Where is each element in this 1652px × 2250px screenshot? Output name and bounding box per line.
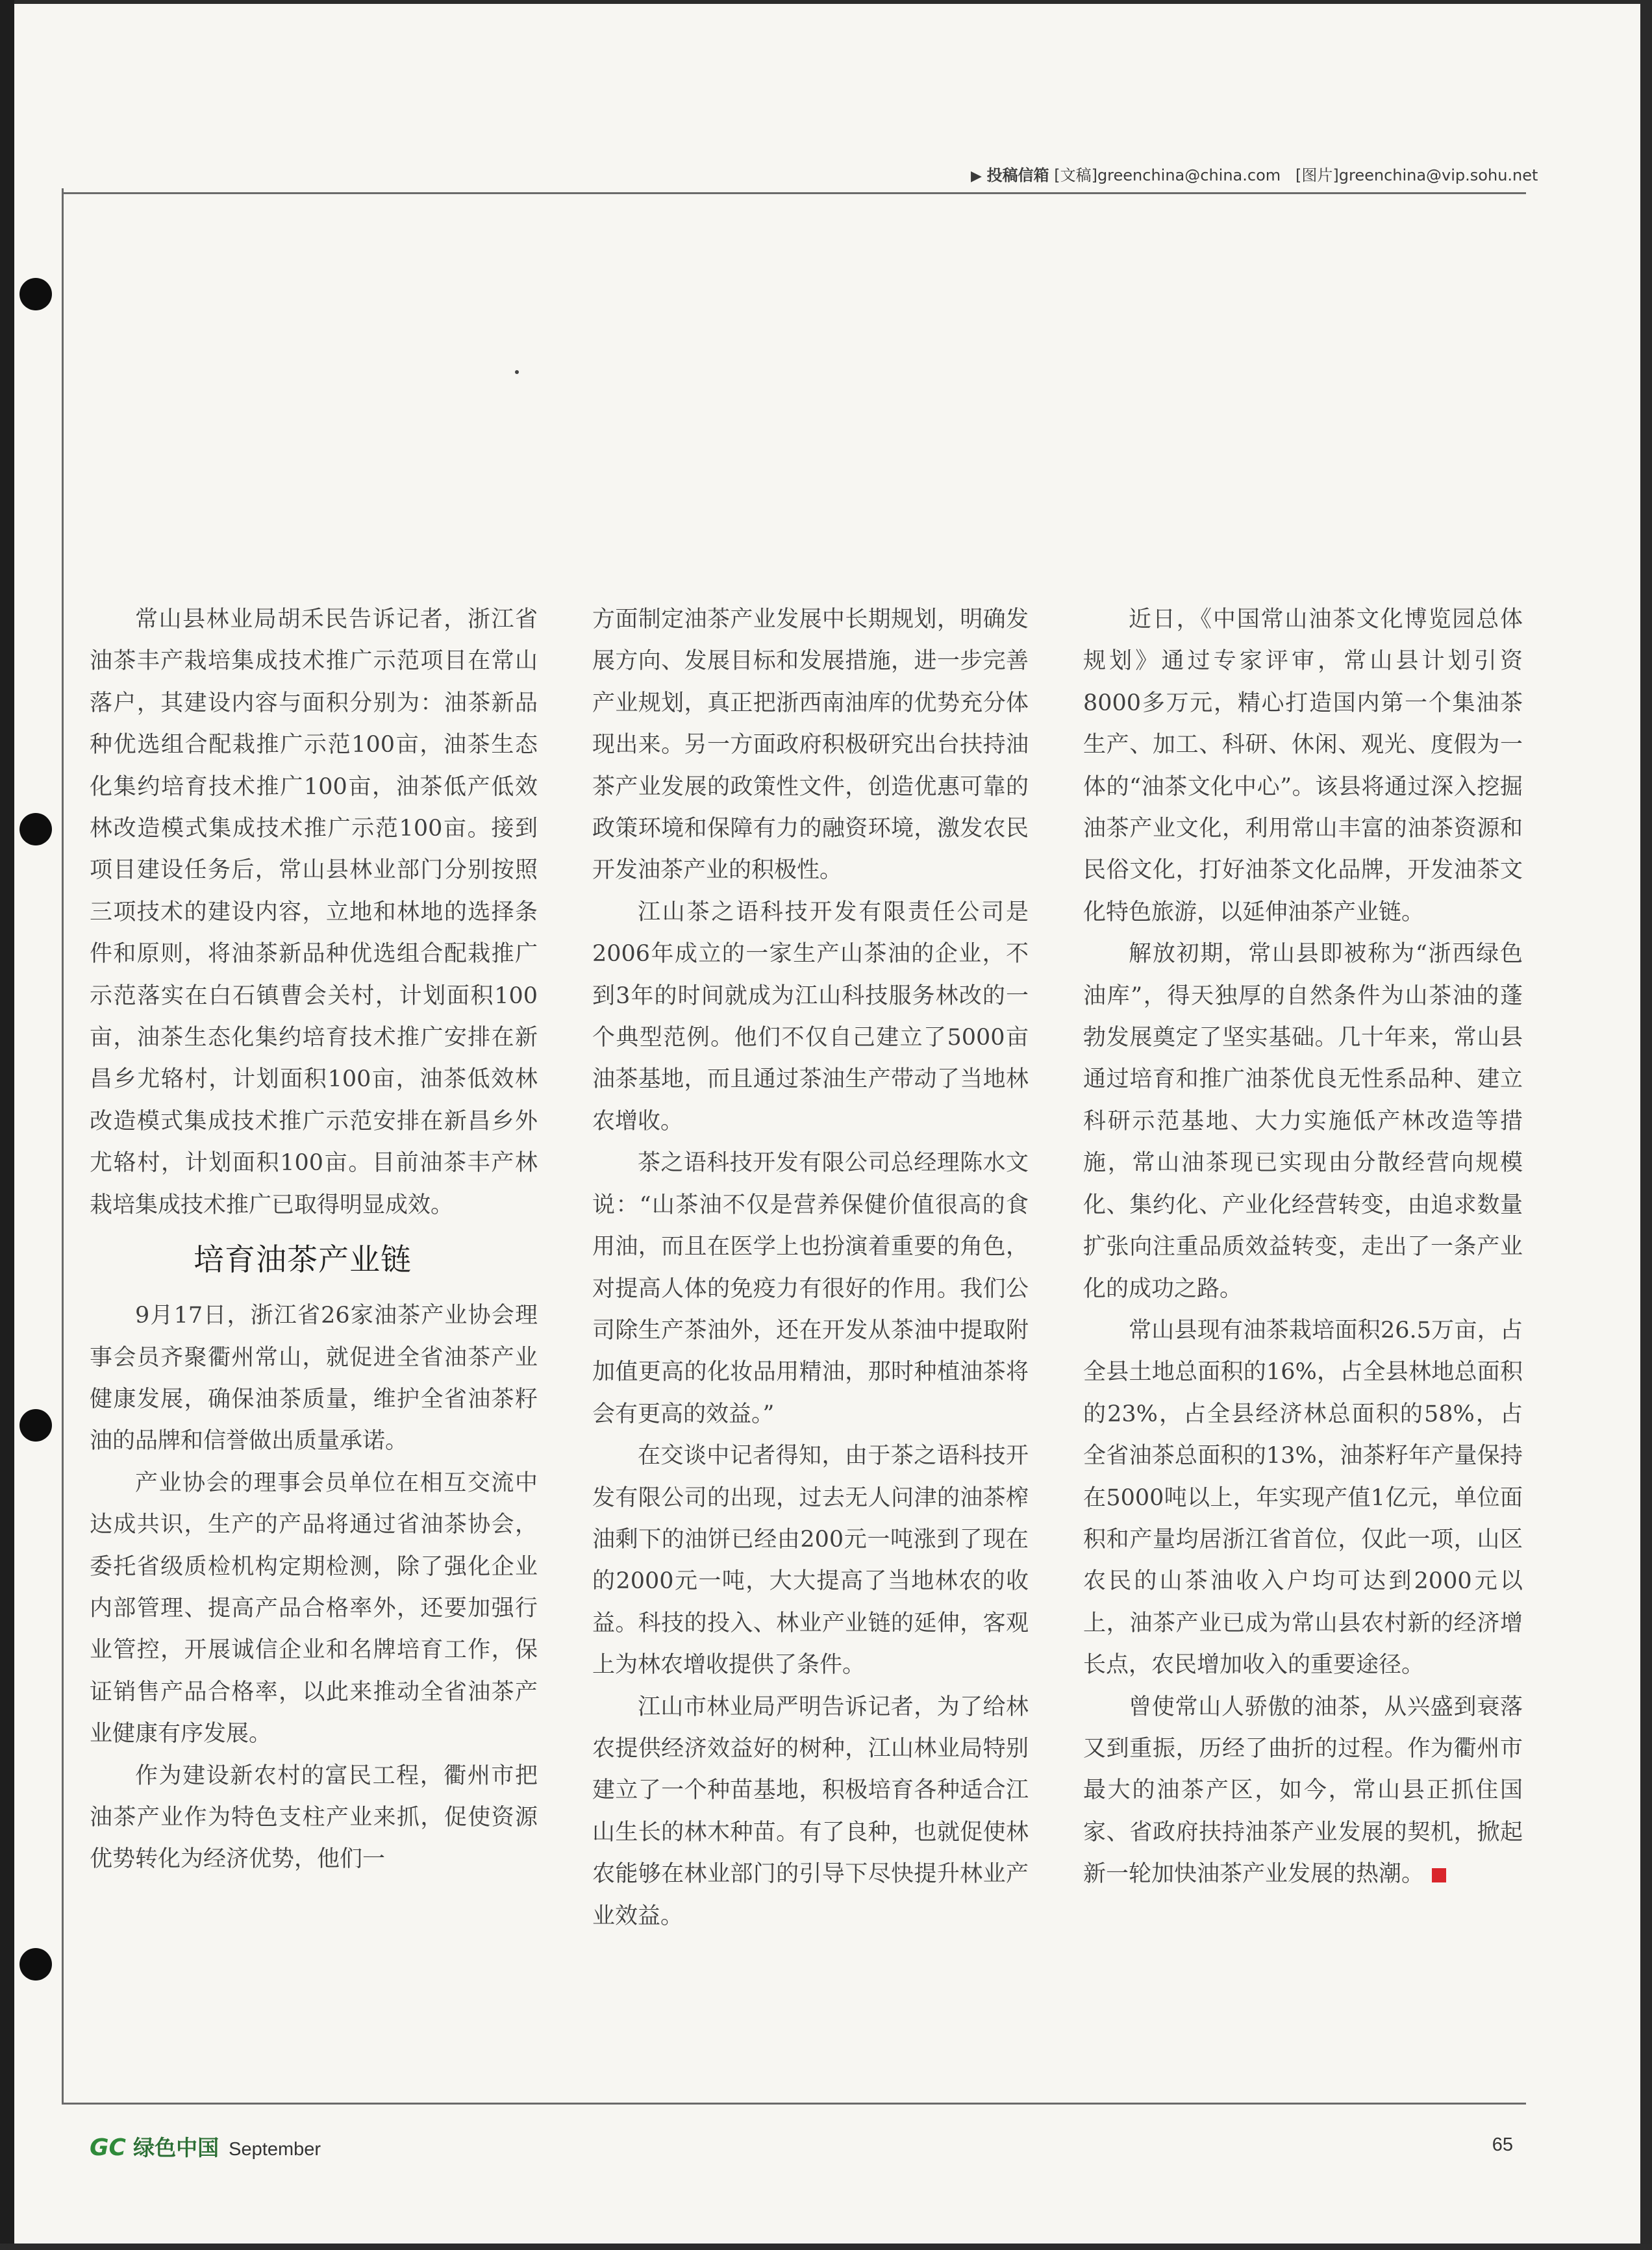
photo-email: greenchina@vip.sohu.net [1338, 166, 1538, 184]
paragraph-text: 常山县林业局胡禾民告诉记者，浙江省油茶丰产栽培集成技术推广示范项目在常山落户，其建设内容与面积分别为：油茶新品种优选组合配栽推广示范100亩，油茶生态化集约培育技术推广100亩，油茶低产低效林改造模式集成技术推广示范100亩。接到项目建设任务后，常山县林业部门分别按照三项技术的建设内容，立地和林地的选择条件和原则，将油茶新品种优选组合配栽推广示范落实在白石镇曹会关村，计划面积100亩，油茶生态化集约培育技术推广安排在新昌乡尤辂村，计划面积100亩，油茶低效林改造模式集成技术推广示范安排在新昌乡外尤辂村，计划面积100亩。目前油茶丰产林栽培集成技术推广已取得明显成效。 [90, 606, 538, 1218]
footer-brand [90, 2131, 321, 2162]
paragraph-text: 常山县现有油茶栽培面积26.5万亩，占全县土地总面积的16%，占全县林地总面积的23%，占全县经济林总面积的58%，占全省油茶总面积的13%，油茶籽年产量保持在5000吨以上，年实现产值1亿元，单位面积和产量均居浙江省首位，仅此一项，山区农民的山茶油收入户均可达到2000元以上，油茶产业已成为常山县农村新的经济增长点，农民增加收入的重要途径。 [1083, 1317, 1523, 1679]
article-column-2 [592, 599, 1029, 1937]
scan-edge-top [0, 0, 1652, 4]
paragraph-text: 江山茶之语科技开发有限责任公司是2006年成立的一家生产山茶油的企业，不到3年的时间就成为江山科技服务林改的一个典型范例。他们不仅自己建立了5000亩油茶基地，而且通过茶油生产带动了当地林农增收。 [592, 899, 1029, 1134]
paragraph-text: 江山市林业局严明告诉记者，为了给林农提供经济效益好的树种，江山林业局特别建立了一个种苗基地，积极培育各种适合江山生长的林木种苗。有了良种，也就促使林农能够在林业部门的引导下尽快提升林业产业效益。 [592, 1694, 1029, 1929]
left-rule [62, 188, 64, 2104]
text-email: greenchina@china.com [1097, 166, 1281, 184]
paragraph-text: 产业协会的理事会员单位在相互交流中达成共识，生产的产品将通过省油茶协会，委托省级质检机构定期检测，除了强化企业内部管理、提高产品合格率外，还要加强行业管控，开展诚信企业和名牌培育工作，保证销售产品合格率，以此来推动全省油茶产业健康有序发展。 [90, 1469, 538, 1747]
scan-speck [515, 370, 519, 374]
binder-hole [19, 278, 52, 310]
paragraph [90, 1462, 538, 1755]
paragraph-text: 方面制定油茶产业发展中长期规划，明确发展方向、发展目标和发展措施，进一步完善产业规划，真正把浙西南油库的优势充分体现出来。另一方面政府积极研究出台扶持油茶产业发展的政策性文件，创造优惠可靠的政策环境和保障有力的融资环境，激发农民开发油茶产业的积极性。 [592, 606, 1029, 884]
contact-label: 投稿信箱 [986, 166, 1049, 184]
issue-month: September [229, 2139, 321, 2160]
paragraph-text: 9月17日，浙江省26家油茶产业协会理事会员齐聚衢州常山，就促进全省油茶产业健康发展，确保油茶质量，维护全省油茶籽油的品牌和信誉做出质量承诺。 [90, 1303, 538, 1455]
paragraph [1083, 599, 1523, 933]
article-column-3 [1083, 599, 1523, 1895]
paragraph [90, 1295, 538, 1462]
paragraph [90, 599, 538, 1226]
paragraph [592, 1142, 1029, 1435]
paragraph-text: 解放初期，常山县即被称为“浙西绿色油库”，得天独厚的自然条件为山茶油的蓬勃发展奠定了坚实基础。几十年来，常山县通过培育和推广油茶优良无性系品种、建立科研示范基地、大力实施低产林改造等措施，常山油茶现已实现由分散经营向规模化、集约化、产业化经营转变，由追求数量扩张向注重品质效益转变，走出了一条产业化的成功之路。 [1083, 941, 1523, 1302]
paragraph-text: 在交谈中记者得知，由于茶之语科技开发有限公司的出现，过去无人问津的油茶榨油剩下的油饼已经由200元一吨涨到了现在的2000元一吨，大大提高了当地林农的收益。科技的投入、林业产业链的延伸，客观上为林农增收提供了条件。 [592, 1443, 1029, 1679]
section-heading: 培育油茶产业链 [194, 1242, 412, 1279]
triangle-arrow-icon: ▶ [971, 168, 982, 184]
end-square-icon [1432, 1868, 1446, 1882]
paragraph-text: 茶之语科技开发有限公司总经理陈水文说：“山茶油不仅是营养保健价值很高的食用油，而且在医学上也扮演着重要的角色，对提高人体的免疫力有很好的作用。我们公司除生产茶油外，还在开发从茶油中提取附加值更高的化妆品用精油，那时种植油茶将会有更高的效益。” [592, 1150, 1029, 1427]
paragraph-text: 作为建设新农村的富民工程，衢州市把油茶产业作为特色支柱产业来抓，促使资源优势转化为经济优势，他们一 [90, 1762, 538, 1873]
paragraph-text: 近日，《中国常山油茶文化博览园总体规划》通过专家评审，常山县计划引资8000多万元，精心打造国内第一个集油茶生产、加工、科研、休闲、观光、度假为一体的“油茶文化中心”。该县将通过深入挖掘油茶产业文化，利用常山丰富的油茶资源和民俗文化，打好油茶文化品牌，开发油茶文化特色旅游，以延伸油茶产业链。 [1083, 606, 1523, 925]
scan-edge-left [0, 0, 14, 2250]
paragraph [1083, 1310, 1523, 1686]
article-column-1 [90, 599, 538, 1881]
paragraph [592, 892, 1029, 1142]
photo-tag: [图片] [1295, 166, 1339, 184]
paragraph [592, 1435, 1029, 1686]
page-number: 65 [1492, 2134, 1513, 2155]
paragraph [592, 1686, 1029, 1937]
paragraph [592, 599, 1029, 892]
binder-hole [19, 1409, 52, 1442]
footer-rule [62, 2103, 1526, 2105]
text-tag: [文稿] [1054, 166, 1097, 184]
binder-hole [19, 813, 52, 845]
paragraph [1083, 1686, 1523, 1895]
paragraph [1083, 933, 1523, 1310]
scan-edge-right [1640, 0, 1652, 2250]
header-rule [62, 192, 1526, 194]
submission-contact [971, 162, 1538, 185]
scan-edge-bottom [0, 2244, 1652, 2250]
paragraph-text: 曾使常山人骄傲的油茶，从兴盛到衰落又到重振，历经了曲折的过程。作为衢州市最大的油茶产区，如今，常山县正抓住国家、省政府扶持油茶产业发展的契机，掀起新一轮加快油茶产业发展的热潮。 [1083, 1694, 1523, 1888]
binder-hole [19, 1948, 52, 1981]
gc-logo: GC [90, 2134, 126, 2161]
paragraph [90, 1755, 538, 1881]
magazine-name: 绿色中国 [133, 2135, 219, 2160]
